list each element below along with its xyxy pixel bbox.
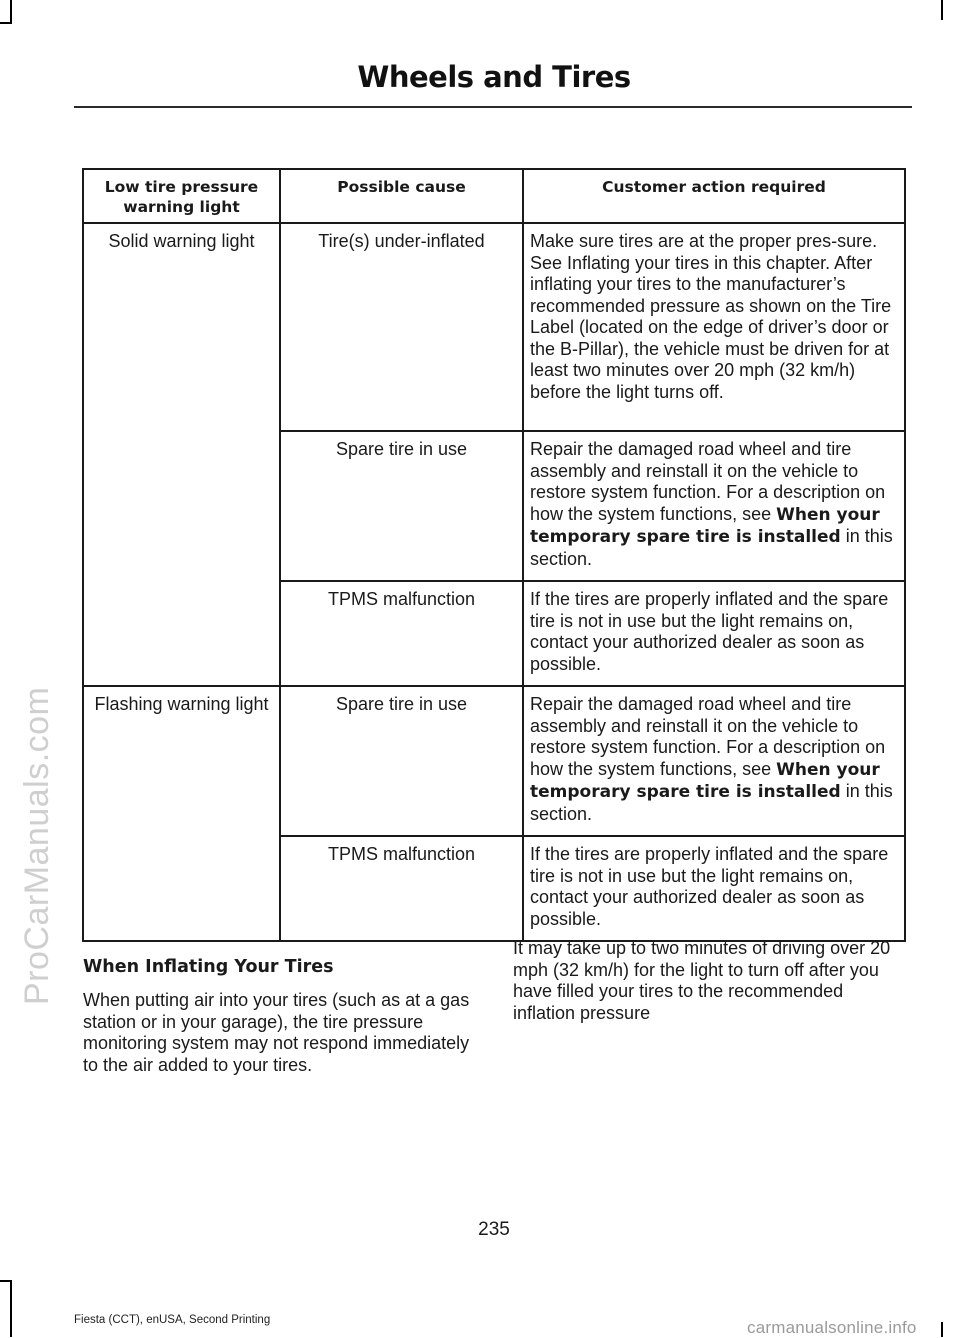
section-heading: When Inflating Your Tires xyxy=(83,957,334,977)
action-text: in this section. xyxy=(530,781,893,824)
page-title: Wheels and Tires xyxy=(357,60,631,94)
crop-mark xyxy=(941,0,943,20)
tpms-table xyxy=(82,168,906,942)
cross-reference: When your temporary spare tire is installed xyxy=(530,759,880,802)
column-header-customer-action: Customer action required xyxy=(523,169,905,223)
crop-mark xyxy=(0,1280,12,1282)
action-cell xyxy=(523,686,905,836)
cross-reference: When your temporary spare tire is installed xyxy=(530,504,880,547)
crop-mark xyxy=(10,0,12,22)
table-row xyxy=(83,686,905,836)
action-text: Repair the damaged road wheel and tire assembly and reinstall it on the vehicle to restore system function. For a description on how the system functions, see xyxy=(530,694,886,779)
table-header-row xyxy=(83,169,905,223)
inflating-paragraph-right: It may take up to two minutes of driving over 20 mph (32 km/h) for the light to turn off after you have filled your tires to the recommended inflation pressure xyxy=(513,938,891,1023)
action-cell: If the tires are properly inflated and the spare tire is not in use but the light remains on, contact your authorized dealer as soon as possible. xyxy=(523,581,905,686)
crop-mark xyxy=(941,1322,943,1337)
action-text: Repair the damaged road wheel and tire assembly and reinstall it on the vehicle to restore system function. For a description on how the system functions, see xyxy=(530,439,886,524)
cause-cell: TPMS malfunction xyxy=(280,581,523,686)
action-text: in this section. xyxy=(530,526,893,569)
crop-mark xyxy=(0,22,12,24)
page-number: 235 xyxy=(478,1219,510,1240)
crop-mark xyxy=(10,1280,12,1337)
footer-text: Fiesta (CCT), enUSA, Second Printing xyxy=(74,1314,271,1326)
action-cell xyxy=(523,431,905,581)
inflating-paragraph-left: When putting air into your tires (such as at a gas station or in your garage), the tire pressure monitoring system may not respond immediately to the air added to your tires. xyxy=(83,990,470,1075)
cause-cell: TPMS malfunction xyxy=(280,836,523,941)
header-divider xyxy=(74,106,912,108)
solid-warning-light-cell: Solid warning light xyxy=(83,223,280,686)
watermark: ProCarManuals.com xyxy=(18,686,56,1005)
cause-cell: Spare tire in use xyxy=(280,686,523,836)
action-cell: Make sure tires are at the proper pres-sure. See Inflating your tires in this chapter. After inflating your tires to the manufacturer’s recommended pressure as shown on the Tire Label (located on the edge of driver’s door or the B-Pillar), the vehicle must be driven for at least two minutes over 20 mph (32 km/h) before the light turns off. xyxy=(523,223,905,431)
column-header-warning-light: Low tire pressure warning light xyxy=(83,169,280,223)
table-row xyxy=(83,223,905,431)
column-header-possible-cause: Possible cause xyxy=(280,169,523,223)
cause-cell: Spare tire in use xyxy=(280,431,523,581)
footer-logo: carmanualsonline.info xyxy=(747,1318,917,1337)
action-cell: If the tires are properly inflated and the spare tire is not in use but the light remains on, contact your authorized dealer as soon as possible. xyxy=(523,836,905,941)
cause-cell: Tire(s) under-inflated xyxy=(280,223,523,431)
flashing-warning-light-cell: Flashing warning light xyxy=(83,686,280,941)
